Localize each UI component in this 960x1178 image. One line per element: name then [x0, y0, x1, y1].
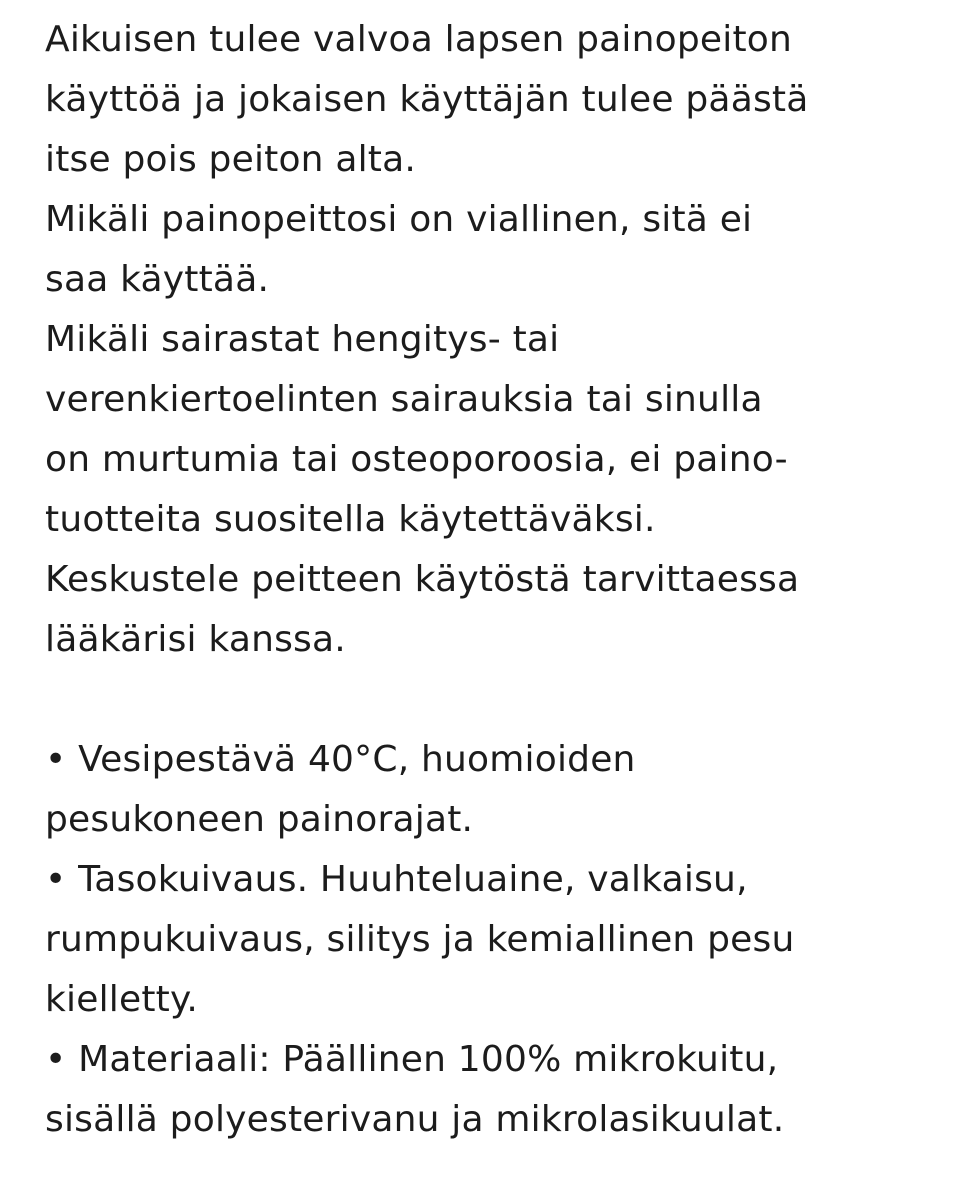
text-line: pesukoneen painorajat. — [45, 799, 474, 840]
text-line: Keskustele peitteen käytöstä tarvittaessa — [45, 559, 800, 600]
text-line: Mikäli sairastat hengitys- tai — [45, 319, 560, 360]
spacer — [45, 670, 960, 730]
text-line: verenkiertoelinten sairauksia tai sinulla — [45, 379, 763, 420]
paragraph-consult-doctor — [45, 550, 960, 670]
bullet-washing — [45, 730, 960, 850]
paragraph-defective — [45, 190, 960, 310]
text-line: saa käyttää. — [45, 259, 270, 300]
paragraph-supervision — [45, 10, 960, 190]
text-line: rumpukuivaus, silitys ja kemiallinen pesu — [45, 919, 795, 960]
bullet-drying — [45, 850, 960, 1030]
text-line: on murtumia tai osteoporoosia, ei paino- — [45, 439, 788, 480]
text-line: sisällä polyesterivanu ja mikrolasikuulat. — [45, 1099, 785, 1140]
text-line: tuotteita suositella käytettäväksi. — [45, 499, 656, 540]
text-line: • Materiaali: Päällinen 100% mikrokuitu, — [45, 1039, 779, 1080]
text-line: Mikäli painopeittosi on viallinen, sitä ei — [45, 199, 753, 240]
text-line: Aikuisen tulee valvoa lapsen painopeiton — [45, 19, 793, 60]
text-line: • Tasokuivaus. Huuhteluaine, valkaisu, — [45, 859, 748, 900]
text-line: • Vesipestävä 40°C, huomioiden — [45, 739, 636, 780]
text-line: käyttöä ja jokaisen käyttäjän tulee päästä — [45, 79, 809, 120]
text-line: lääkärisi kanssa. — [45, 619, 346, 660]
document-body — [45, 10, 960, 1150]
paragraph-health-warning — [45, 310, 960, 550]
bullet-material — [45, 1030, 960, 1150]
text-line: kielletty. — [45, 979, 198, 1020]
text-line: itse pois peiton alta. — [45, 139, 417, 180]
